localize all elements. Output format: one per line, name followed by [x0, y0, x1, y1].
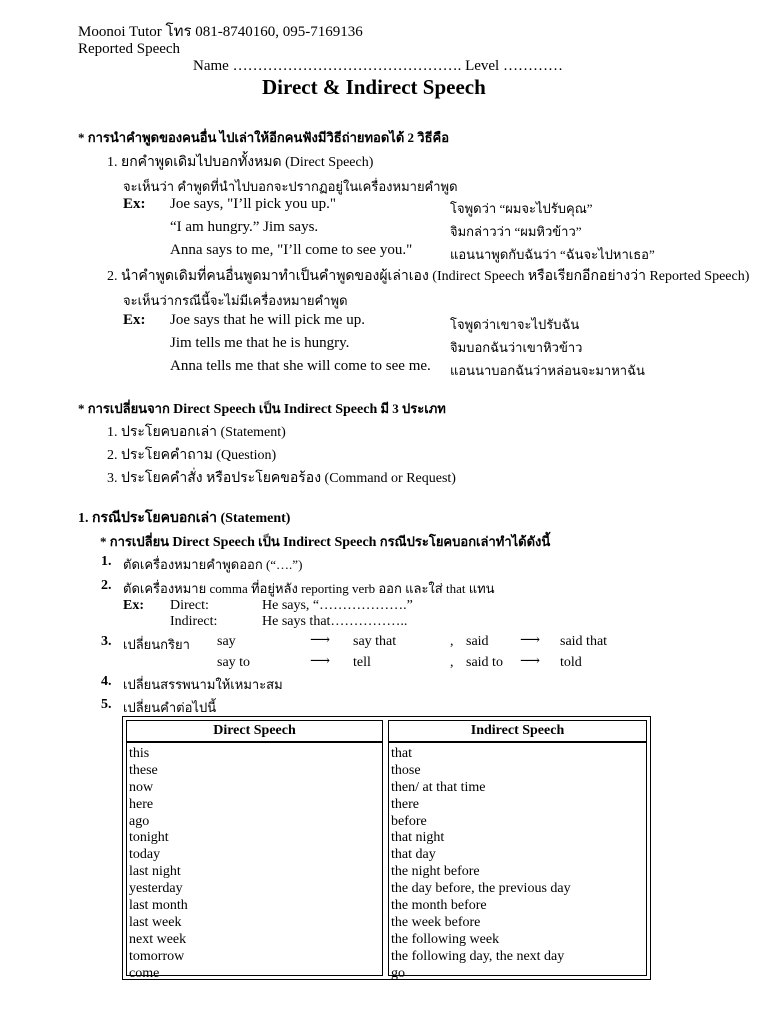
- method1-example-th: แอนนาพูดกับฉันว่า “ฉันจะไปหาเธอ”: [450, 247, 655, 262]
- step-text: เปลี่ยนคำต่อไปนี้: [123, 700, 217, 715]
- table-cell: this: [129, 746, 150, 761]
- statement-sub-indirect: Indirect Speech: [282, 535, 377, 550]
- step-number: 3.: [101, 634, 112, 649]
- table-cell: these: [129, 762, 158, 778]
- table-cell: before: [391, 813, 427, 829]
- step-number: 1.: [101, 554, 112, 569]
- ex-direct-label: Direct:: [170, 598, 209, 613]
- word-change-table: [122, 716, 651, 980]
- page-title: Direct & Indirect Speech: [262, 75, 486, 99]
- verb-indirect: tell: [353, 655, 371, 670]
- method2-label: 2. นำคำพูดเดิมที่คนอื่นพูดมาทำเป็นคำพูดของผู้เล่าเอง (Indirect Speech หรือเรียกอีกอย่างว่า Reported Speech): [107, 269, 750, 284]
- statement-ex-label: Ex:: [123, 598, 144, 613]
- comma-separator: ,: [450, 655, 454, 670]
- types-heading-mid: เป็น: [255, 401, 284, 416]
- step-text: ตัดเครื่องหมายคำพูดออก (“….”): [123, 557, 303, 572]
- arrow-icon: ⟶: [520, 633, 541, 648]
- table-cell: the night before: [391, 864, 480, 880]
- header-divider: [389, 742, 646, 745]
- table-cell: the day before, the previous day: [391, 881, 571, 897]
- verb-indirect-past: said that: [560, 634, 608, 649]
- comma-separator: ,: [450, 634, 454, 649]
- type-item: 3. ประโยคคำสั่ง หรือประโยคขอร้อง (Command or Request): [107, 471, 456, 486]
- method2-ex-label: Ex:: [123, 312, 146, 328]
- arrow-icon: ⟶: [310, 654, 331, 669]
- types-heading-indirect: Indirect Speech: [283, 402, 378, 417]
- table-cell: yesterday: [129, 881, 183, 897]
- table-cell: then/ at that time: [391, 779, 486, 795]
- method2-example-th: จิมบอกฉันว่าเขาหิวข้าว: [450, 340, 583, 355]
- table-cell: last night: [129, 864, 181, 880]
- table-cell: next week: [129, 931, 187, 947]
- method2-example-en: Jim tells me that he is hungry.: [170, 335, 350, 351]
- ex-direct-text: He says, “……………….”: [262, 598, 413, 613]
- table-cell: the following day, the next day: [391, 948, 565, 964]
- method1-label: 1. ยกคำพูดเดิมไปบอกทั้งหมด (Direct Speech): [107, 155, 374, 170]
- verb-direct-past: said: [466, 634, 489, 649]
- verb-indirect: say that: [353, 634, 397, 649]
- table-cell: today: [129, 847, 161, 863]
- arrow-icon: ⟶: [310, 633, 331, 648]
- table-cell: last month: [129, 898, 188, 914]
- table-cell: now: [129, 779, 154, 795]
- method1-example-en: Joe says, "I’ll pick you up.": [170, 196, 336, 212]
- method1-ex-label: Ex:: [123, 196, 146, 212]
- table-cell: that: [391, 746, 412, 761]
- table-cell: tomorrow: [129, 948, 185, 964]
- verb-indirect-past: told: [560, 655, 582, 670]
- name-level-line: Name ………………………………………. Level …………: [193, 58, 563, 74]
- table-cell: the week before: [391, 914, 481, 930]
- tutor-contact: Moonoi Tutor โทร 081-8740160, 095-7169136: [78, 24, 363, 40]
- verb-direct: say to: [217, 655, 251, 670]
- statement-sub-prefix: * การเปลี่ยน: [100, 534, 173, 549]
- method2-example-th: แอนนาบอกฉันว่าหล่อนจะมาหาฉัน: [450, 363, 645, 378]
- table-cell: that night: [391, 830, 445, 846]
- types-heading-prefix: * การเปลี่ยนจาก: [78, 401, 174, 416]
- step-number: 5.: [101, 697, 112, 712]
- method2-example-en: Joe says that he will pick me up.: [170, 312, 365, 328]
- table-cell: come: [129, 965, 160, 981]
- table-cell: here: [129, 796, 154, 812]
- indirect-column: [388, 720, 647, 981]
- method1-example-en: Anna says to me, "I’ll come to see you.": [170, 242, 413, 258]
- step-text: เปลี่ยนกริยา: [123, 637, 190, 652]
- step-text: เปลี่ยนสรรพนามให้เหมาะสม: [123, 677, 283, 692]
- verb-direct-past: said to: [466, 655, 503, 670]
- topic-label: Reported Speech: [78, 41, 181, 57]
- direct-column: [126, 720, 383, 981]
- direct-column-header: Direct Speech: [127, 721, 382, 742]
- arrow-icon: ⟶: [520, 654, 541, 669]
- step-number: 2.: [101, 578, 112, 593]
- step-number: 4.: [101, 674, 112, 689]
- table-cell: ago: [129, 813, 150, 829]
- intro-heading: * การนำคำพูดของคนอื่น ไปเล่าให้อีกคนฟังมีวิธีถ่ายทอดได้ 2 วิธีคือ: [78, 130, 450, 145]
- method1-example-th: จิมกล่าวว่า “ผมหิวข้าว”: [450, 224, 582, 239]
- statement-heading: 1. กรณีประโยคบอกเล่า (Statement): [78, 511, 291, 526]
- statement-subheading: [100, 531, 550, 552]
- method1-example-en: “I am hungry.” Jim says.: [170, 219, 319, 235]
- method2-example-en: Anna tells me that she will come to see me.: [170, 358, 431, 374]
- table-cell: there: [391, 796, 419, 812]
- statement-sub-suffix: กรณีประโยคบอกเล่าทำได้ดังนี้: [376, 534, 551, 549]
- table-cell: the following week: [391, 931, 500, 947]
- indirect-cells: [391, 746, 644, 982]
- direct-cells: [129, 746, 380, 982]
- table-cell: the month before: [391, 898, 487, 914]
- table-cell: tonight: [129, 830, 169, 846]
- table-cell: those: [391, 762, 421, 778]
- types-heading-suffix: มี 3 ประเภท: [377, 401, 446, 416]
- type-item: 1. ประโยคบอกเล่า (Statement): [107, 425, 286, 440]
- ex-indirect-label: Indirect:: [170, 614, 218, 629]
- method2-example-th: โจพูดว่าเขาจะไปรับฉัน: [450, 317, 580, 332]
- statement-sub-direct: Direct Speech: [172, 535, 255, 550]
- method2-note: จะเห็นว่ากรณีนี้จะไม่มีเครื่องหมายคำพูด: [123, 293, 348, 308]
- method1-example-th: โจพูดว่า “ผมจะไปรับคุณ”: [450, 201, 593, 216]
- indirect-column-header: Indirect Speech: [389, 721, 646, 742]
- step-text: ตัดเครื่องหมาย comma ที่อยู่หลัง reporting verb ออก และใส่ that แทน: [123, 581, 495, 596]
- types-heading: [78, 398, 446, 419]
- table-cell: that day: [391, 847, 436, 863]
- ex-indirect-text: He says that……………..: [262, 614, 408, 629]
- type-item: 2. ประโยคคำถาม (Question): [107, 448, 277, 463]
- method1-note: จะเห็นว่า คำพูดที่นำไปบอกจะปรากฏอยู่ในเครื่องหมายคำพูด: [123, 179, 458, 194]
- types-heading-direct: Direct Speech: [173, 402, 256, 417]
- table-cell: go: [391, 965, 405, 981]
- table-cell: last week: [129, 914, 182, 930]
- header-divider: [127, 742, 382, 745]
- statement-sub-mid: เป็น: [254, 534, 283, 549]
- verb-direct: say: [217, 634, 236, 649]
